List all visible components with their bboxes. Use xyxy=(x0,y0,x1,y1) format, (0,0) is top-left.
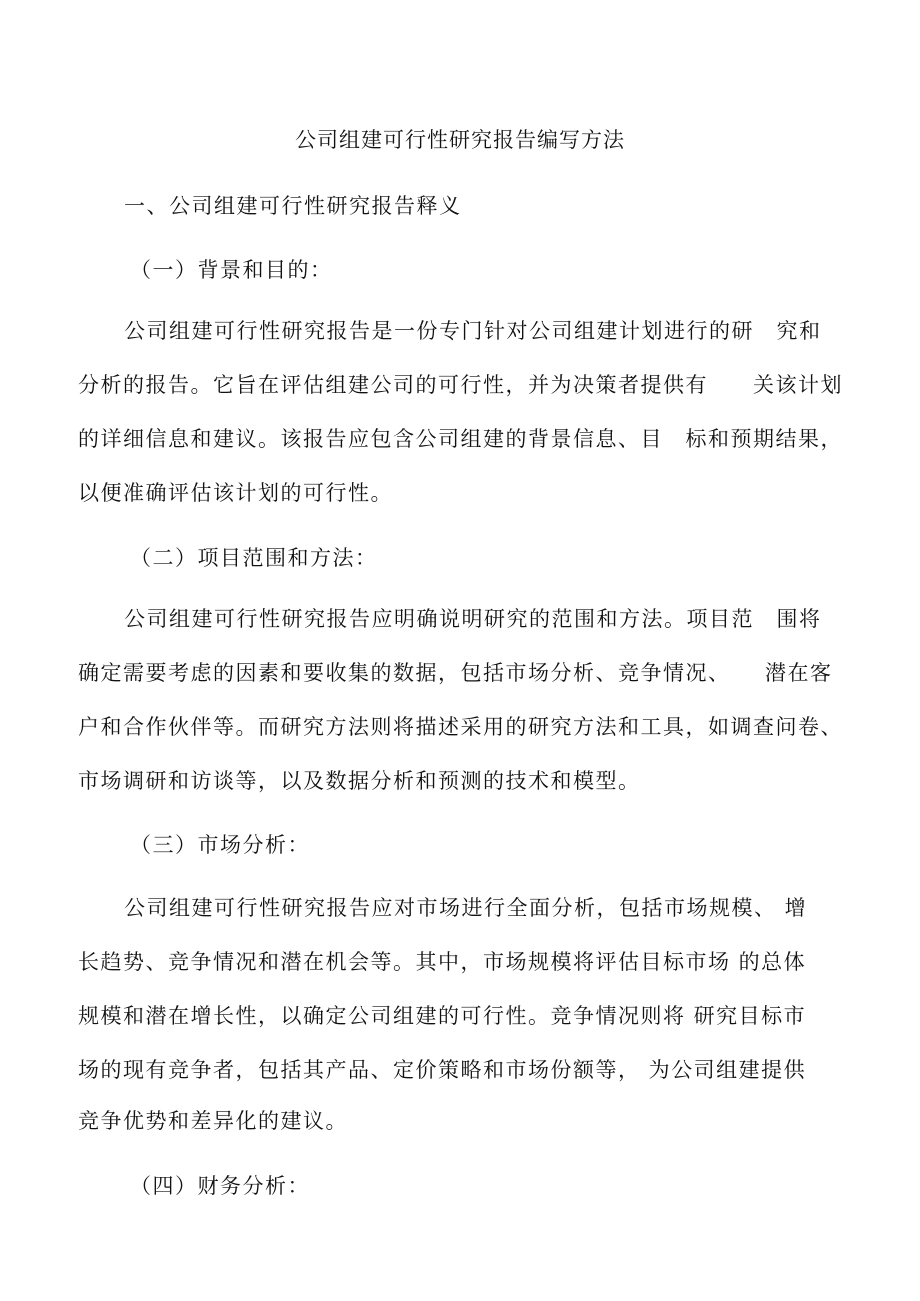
paragraph-line: 公司组建可行性研究报告应对市场进行全面分析，包括市场规模、 增 xyxy=(124,896,808,920)
subsection-heading-finance: （四）财务分析： xyxy=(130,1174,310,1198)
paragraph-line: 的详细信息和建议。该报告应包含公司组建的背景信息、目 标和预期结果， xyxy=(78,427,843,451)
paragraph-line: 分析的报告。它旨在评估组建公司的可行性，并为决策者提供有 关该计划 xyxy=(78,373,843,397)
subsection-heading-background: （一）背景和目的： xyxy=(130,258,333,282)
paragraph-line: 以便准确评估该计划的可行性。 xyxy=(78,481,393,505)
subsection-heading-market: （三）市场分析： xyxy=(130,833,310,857)
paragraph-line: 市场调研和访谈等，以及数据分析和预测的技术和模型。 xyxy=(78,769,641,793)
subsection-heading-scope: （二）项目范围和方法： xyxy=(130,546,378,570)
paragraph-line: 长趋势、竞争情况和潜在机会等。其中，市场规模将评估目标市场 的总体 xyxy=(78,950,807,974)
paragraph-line: 户和合作伙伴等。而研究方法则将描述采用的研究方法和工具，如调查问卷、 xyxy=(78,715,843,739)
paragraph-line: 竞争优势和差异化的建议。 xyxy=(78,1109,348,1133)
paragraph-line: 场的现有竞争者，包括其产品、定价策略和市场份额等， 为公司组建提供 xyxy=(78,1058,807,1082)
paragraph-line: 确定需要考虑的因素和要收集的数据，包括市场分析、竞争情况、 潜在客 xyxy=(78,661,833,685)
paragraph-line: 公司组建可行性研究报告应明确说明研究的范围和方法。项目范 围将 xyxy=(124,607,822,631)
paragraph-line: 规模和潜在增长性，以确定公司组建的可行性。竞争情况则将 研究目标市 xyxy=(78,1004,807,1028)
document-title: 公司组建可行性研究报告编写方法 xyxy=(295,128,625,152)
paragraph-line: 公司组建可行性研究报告是一份专门针对公司组建计划进行的研 究和 xyxy=(124,319,822,343)
section-heading: 一、公司组建可行性研究报告释义 xyxy=(124,194,462,218)
